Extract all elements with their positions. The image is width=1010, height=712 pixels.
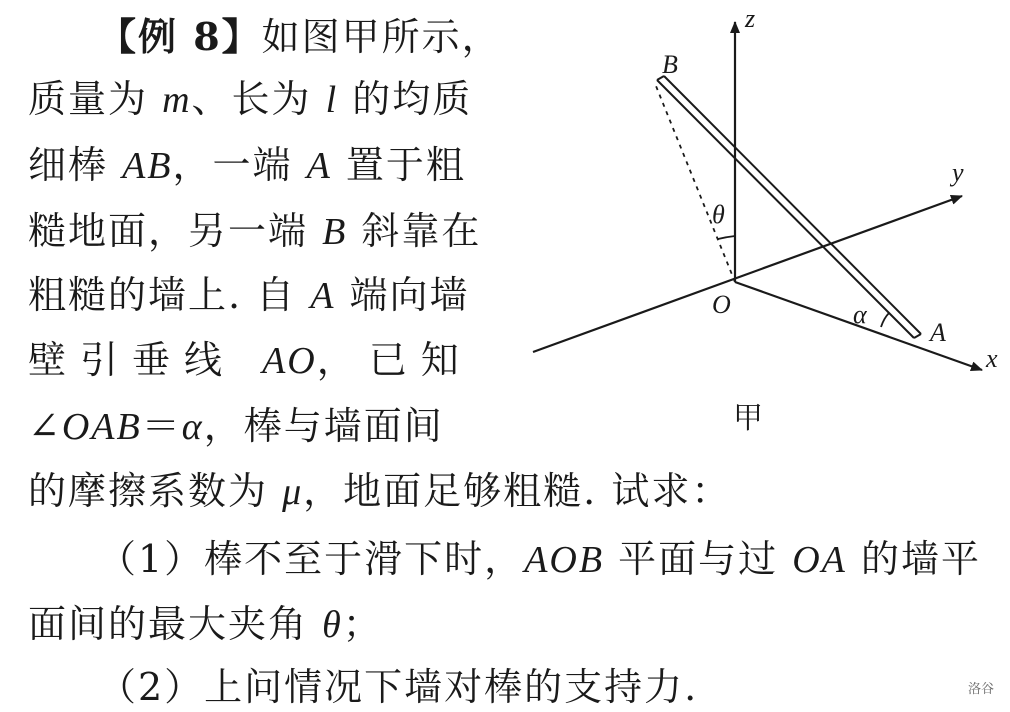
figure-caption: 甲	[733, 401, 763, 436]
var-m: m	[162, 79, 192, 121]
theta-label: θ	[712, 200, 725, 229]
var-l: l	[325, 79, 339, 121]
var-theta: θ	[322, 604, 343, 646]
var-b: B	[322, 211, 348, 253]
z-axis-label: z	[745, 4, 756, 33]
problem-text: ，已知	[316, 338, 473, 382]
problem-text: 粗糙的墙上. 自	[28, 273, 311, 317]
problem-text: 的均质	[338, 77, 473, 121]
point-a-label: A	[930, 318, 946, 347]
problem-text: ；	[342, 602, 383, 646]
var-oa: OA	[792, 539, 847, 581]
rod-end-a	[914, 334, 921, 338]
example-tag: 【例 8】	[98, 14, 262, 59]
problem-text: 置于粗	[331, 143, 466, 187]
origin-label: O	[712, 290, 731, 319]
x-axis-label: x	[986, 344, 998, 373]
problem-text: 的摩擦系数为	[28, 469, 283, 513]
var-a: A	[310, 275, 336, 317]
problem-text: （1）棒不至于滑下时，	[98, 537, 525, 581]
problem-text: 斜靠在	[347, 209, 482, 253]
problem-text: 如图甲所示，	[261, 15, 502, 59]
problem-text: 的墙平	[846, 537, 981, 581]
y-axis	[533, 196, 962, 352]
rod-ab-edge-2	[664, 76, 921, 334]
problem-text: （2）上问情况下墙对棒的支持力.	[98, 665, 699, 709]
var-alpha: α	[181, 406, 204, 448]
equals-sign: ＝	[141, 404, 182, 448]
var-ab: AB	[122, 145, 173, 187]
problem-text: ，地面足够粗糙. 试求：	[303, 469, 732, 513]
problem-text: 端向墙	[335, 273, 470, 317]
problem-text: 质量为	[28, 77, 163, 121]
problem-text: 壁引垂线	[28, 338, 263, 382]
problem-text: 面间的最大夹角	[28, 602, 323, 646]
watermark: 洛谷	[968, 682, 995, 697]
alpha-arc	[881, 313, 889, 327]
point-b-label: B	[662, 50, 678, 79]
var-mu: μ	[282, 471, 304, 513]
y-axis-label: y	[952, 158, 964, 187]
var-oab: OAB	[61, 406, 142, 448]
var-aob: AOB	[524, 539, 605, 581]
problem-text: 细棒	[28, 143, 123, 187]
var-ao: AO	[262, 340, 317, 382]
alpha-label: α	[853, 300, 867, 329]
problem-text: ，一端	[172, 143, 307, 187]
theta-arc	[718, 236, 735, 239]
problem-text: 平面与过	[604, 537, 793, 581]
angle-symbol: ∠	[28, 404, 62, 448]
problem-text: ，棒与墙面间	[203, 404, 444, 448]
problem-text: 、长为	[191, 77, 326, 121]
dashed-projection-line	[656, 86, 735, 282]
problem-text: 糙地面，另一端	[28, 209, 323, 253]
var-a: A	[306, 145, 332, 187]
